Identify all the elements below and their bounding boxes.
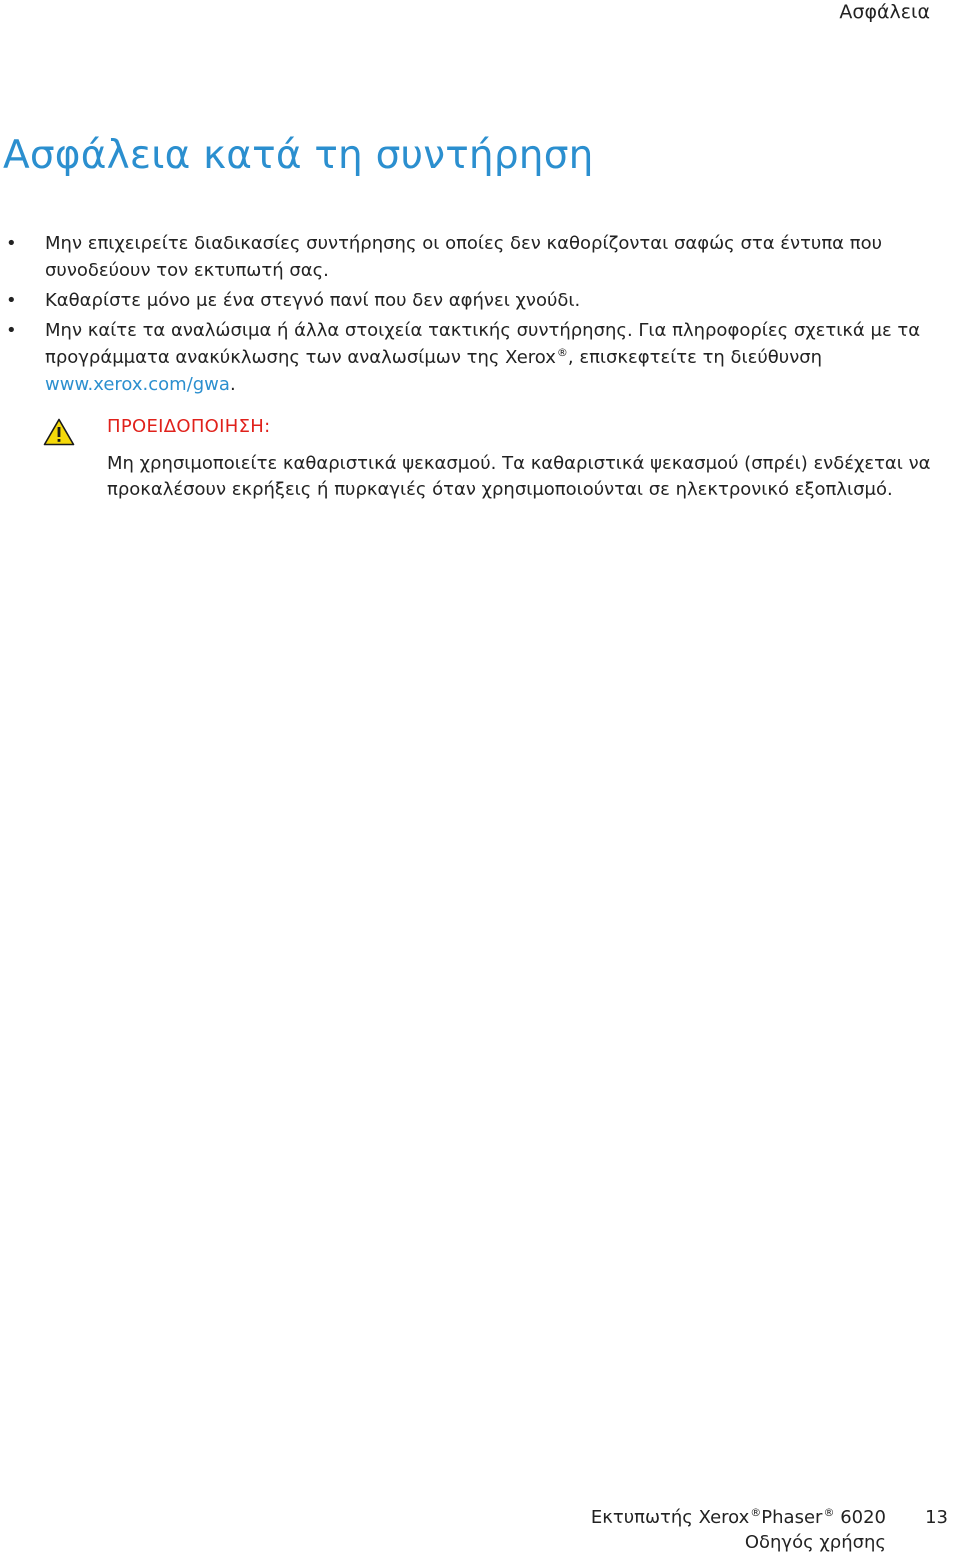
footer (591, 1505, 886, 1555)
footer-product-prefix: Εκτυπωτής Xerox (590, 1507, 750, 1528)
bullet-list (0, 230, 930, 401)
page-number: 13 (925, 1507, 948, 1528)
bullet-icon: • (6, 320, 17, 341)
registered-mark: ® (750, 1506, 762, 1519)
list-item (0, 287, 930, 314)
footer-guide: Οδηγός χρήσης (744, 1532, 886, 1553)
footer-product-name: Phaser (761, 1507, 823, 1528)
list-item-text-continued: , επισκεφτείτε τη διεύθυνση (567, 347, 823, 368)
page-title: Ασφάλεια κατά τη συντήρηση (3, 133, 594, 178)
list-item-text: Μην επιχειρείτε διαδικασίες συντήρησης οι οποίες δεν καθορίζονται σαφώς στα έντυπα που συνοδεύουν τον εκτυπωτή σας. (45, 233, 883, 281)
list-item (0, 230, 930, 284)
list-item-text: Μην καίτε τα αναλώσιμα ή άλλα στοιχεία τακτικής συντήρησης. Για πληροφορίες σχετικά με τα προγράμματα ανακύκλωσης των αναλωσίμων της Xerox (45, 320, 921, 368)
recycling-link[interactable]: www.xerox.com/gwa (45, 374, 230, 395)
bullet-icon: • (6, 233, 17, 254)
warning-text: Μη χρησιμοποιείτε καθαριστικά ψεκασμού. Τα καθαριστικά ψεκασμού (σπρέι) ενδέχεται να προκαλέσουν εκρήξεις ή πυρκαγιές όταν χρησιμοποιούνται σε ηλεκτρονικό εξοπλισμό. (107, 453, 931, 500)
list-item-text: Καθαρίστε μόνο με ένα στεγνό πανί που δεν αφήνει χνούδι. (45, 290, 581, 311)
footer-product (591, 1505, 886, 1530)
footer-model: 6020 (840, 1507, 886, 1528)
warning-triangle-icon (43, 418, 75, 446)
list-item (0, 317, 930, 398)
bullet-icon: • (6, 290, 17, 311)
sentence-end: . (229, 374, 236, 395)
running-header: Ασφάλεια (839, 1, 930, 23)
registered-mark: ® (556, 346, 568, 359)
registered-mark: ® (823, 1506, 835, 1519)
warning-label: ΠΡΟΕΙΔΟΠΟΙΗΣΗ: (107, 416, 271, 437)
